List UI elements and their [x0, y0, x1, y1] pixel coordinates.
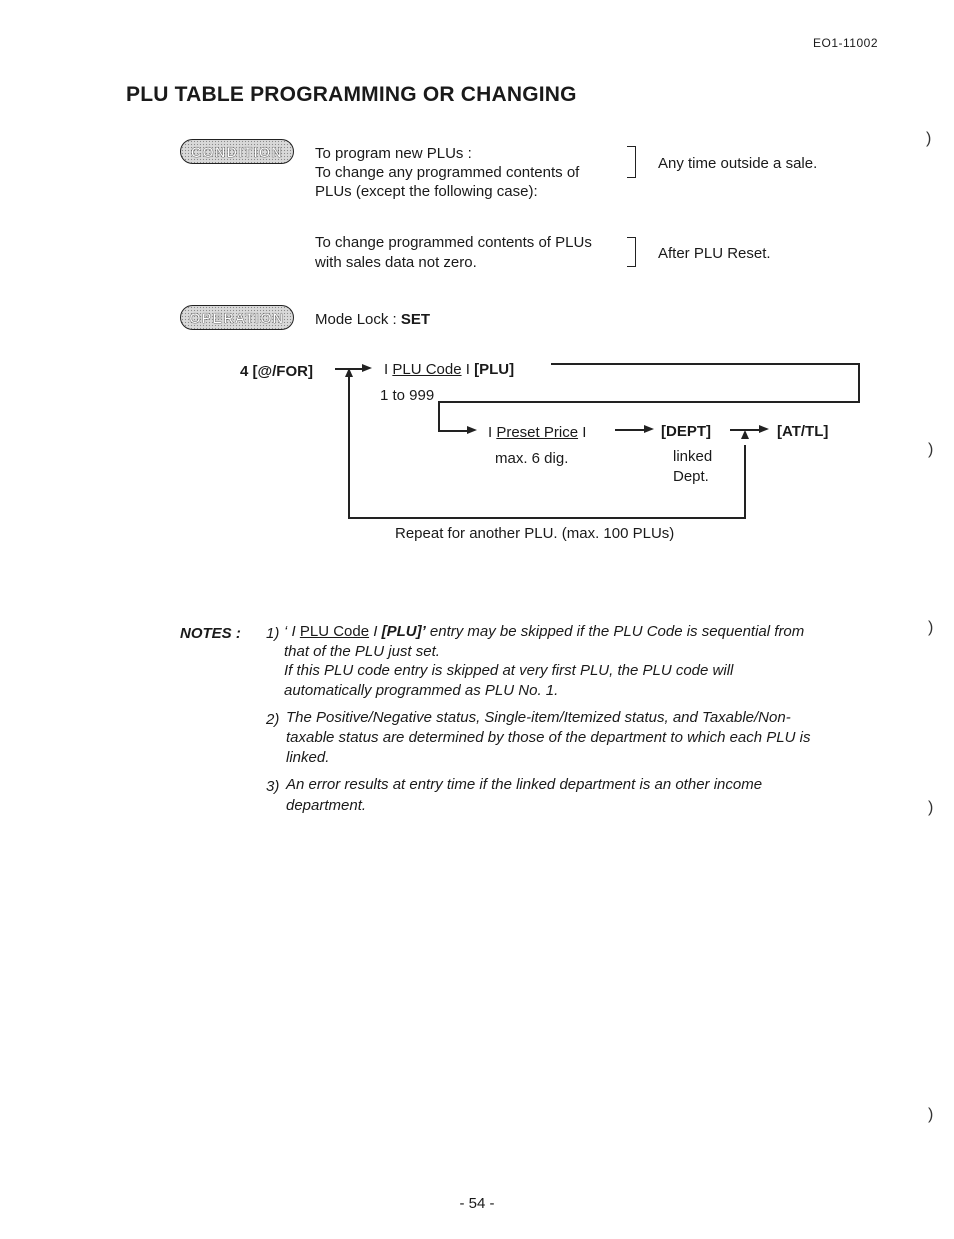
- flow-arrow-start-head: [362, 364, 372, 372]
- condition-case2-bracket: [627, 237, 636, 267]
- note-3-line-1: An error results at entry time if the linked department is an other income: [286, 776, 763, 793]
- margin-mark-1: ): [926, 130, 932, 147]
- note-1-plu-code: PLU Code: [299, 623, 370, 640]
- note-1-line-3: If this PLU code entry is skipped at very first PLU, the PLU code will: [284, 662, 734, 679]
- note-1-line-4: automatically programmed as PLU No. 1.: [284, 682, 559, 699]
- flow-repeat-note: Repeat for another PLU. (max. 100 PLUs): [395, 525, 675, 542]
- condition-case1-result: Any time outside a sale.: [658, 155, 818, 172]
- flow-dept-arrow-line: [615, 429, 645, 431]
- flow-dept-note-1: linked: [673, 448, 713, 465]
- flow-branch-down-line: [438, 401, 440, 431]
- margin-mark-5: ): [928, 1106, 934, 1123]
- notes-label: NOTES :: [180, 625, 241, 642]
- flow-loop-return-arrowhead: [741, 430, 749, 439]
- flow-preset-max: max. 6 dig.: [495, 450, 569, 467]
- note-1-line1-rest: entry may be skipped if the PLU Code is sequential from: [425, 623, 805, 640]
- flow-plu-code-entry: [384, 360, 514, 379]
- note-2-number: 2): [266, 711, 280, 728]
- mode-lock-value: SET: [400, 311, 431, 328]
- mode-lock-label: Mode Lock :: [315, 311, 401, 328]
- flow-plu-code-pre: I: [384, 361, 393, 378]
- condition-case2-result: After PLU Reset.: [658, 245, 771, 262]
- condition-case1-line1: To program new PLUs :: [315, 145, 472, 162]
- margin-mark-3: ): [928, 619, 934, 636]
- document-id: EO1-11002: [813, 36, 878, 50]
- note-1-pre: ‘ I: [284, 623, 300, 640]
- page-title: PLU TABLE PROGRAMMING OR CHANGING: [126, 83, 577, 106]
- condition-case2-line1: To change programmed contents of PLUs: [315, 234, 592, 251]
- flow-loop-bottom-line: [348, 517, 746, 519]
- flow-plu-code-post: I: [461, 361, 475, 378]
- margin-mark-2: ): [928, 441, 934, 458]
- flow-preset-price-entry: [488, 423, 586, 442]
- operation-badge: OPERATION: [180, 305, 294, 330]
- flow-plu-range: 1 to 999: [380, 387, 435, 404]
- note-3-number: 3): [266, 778, 280, 795]
- flow-dept-note-2: Dept.: [673, 468, 709, 485]
- note-2-line-1: The Positive/Negative status, Single-item/Itemized status, and Taxable/Non-: [286, 709, 791, 726]
- condition-case2-line2: with sales data not zero.: [315, 254, 477, 271]
- flow-dept-arrowhead: [644, 425, 654, 433]
- flow-skip-right-line: [858, 363, 860, 403]
- flow-preset-post: I: [578, 424, 587, 441]
- flow-skip-bottom-line: [438, 401, 860, 403]
- flow-plu-code: PLU Code: [392, 361, 462, 378]
- note-1-number: 1): [266, 625, 280, 642]
- flow-preset-price: Preset Price: [496, 424, 579, 441]
- margin-mark-4: ): [928, 799, 934, 816]
- flow-branch-arrowhead: [467, 426, 477, 434]
- flow-loop-right-line: [744, 445, 746, 518]
- flow-end-key: [AT/TL]: [777, 423, 829, 440]
- page-number: - 54 -: [459, 1195, 495, 1212]
- note-1-plu-key: [PLU]’: [381, 623, 426, 640]
- condition-case1-bracket: [627, 146, 636, 178]
- flow-end-arrowhead: [759, 425, 769, 433]
- note-1-mid: I: [369, 623, 382, 640]
- condition-case1-line3: PLUs (except the following case):: [315, 183, 538, 200]
- note-2-line-3: linked.: [286, 749, 330, 766]
- flow-dept-key: [DEPT]: [661, 423, 711, 440]
- condition-case1-line2: To change any programmed contents of: [315, 164, 580, 181]
- flow-loop-left-line: [348, 374, 350, 519]
- flow-plu-key: [PLU]: [474, 361, 515, 378]
- flow-preset-pre: I: [488, 424, 497, 441]
- mode-lock: [315, 310, 430, 329]
- flow-start-key: 4 [@/FOR]: [240, 363, 313, 380]
- note-1-line-1: [284, 622, 804, 642]
- note-3-line-2: department.: [286, 797, 367, 814]
- note-2-line-2: taxable status are determined by those of the department to which each PLU is: [286, 729, 811, 746]
- note-1-line-2: that of the PLU just set.: [284, 643, 440, 660]
- flow-branch-arrow-line: [438, 430, 468, 432]
- condition-badge: CONDITION: [180, 139, 294, 164]
- flow-skip-top-line: [551, 363, 860, 365]
